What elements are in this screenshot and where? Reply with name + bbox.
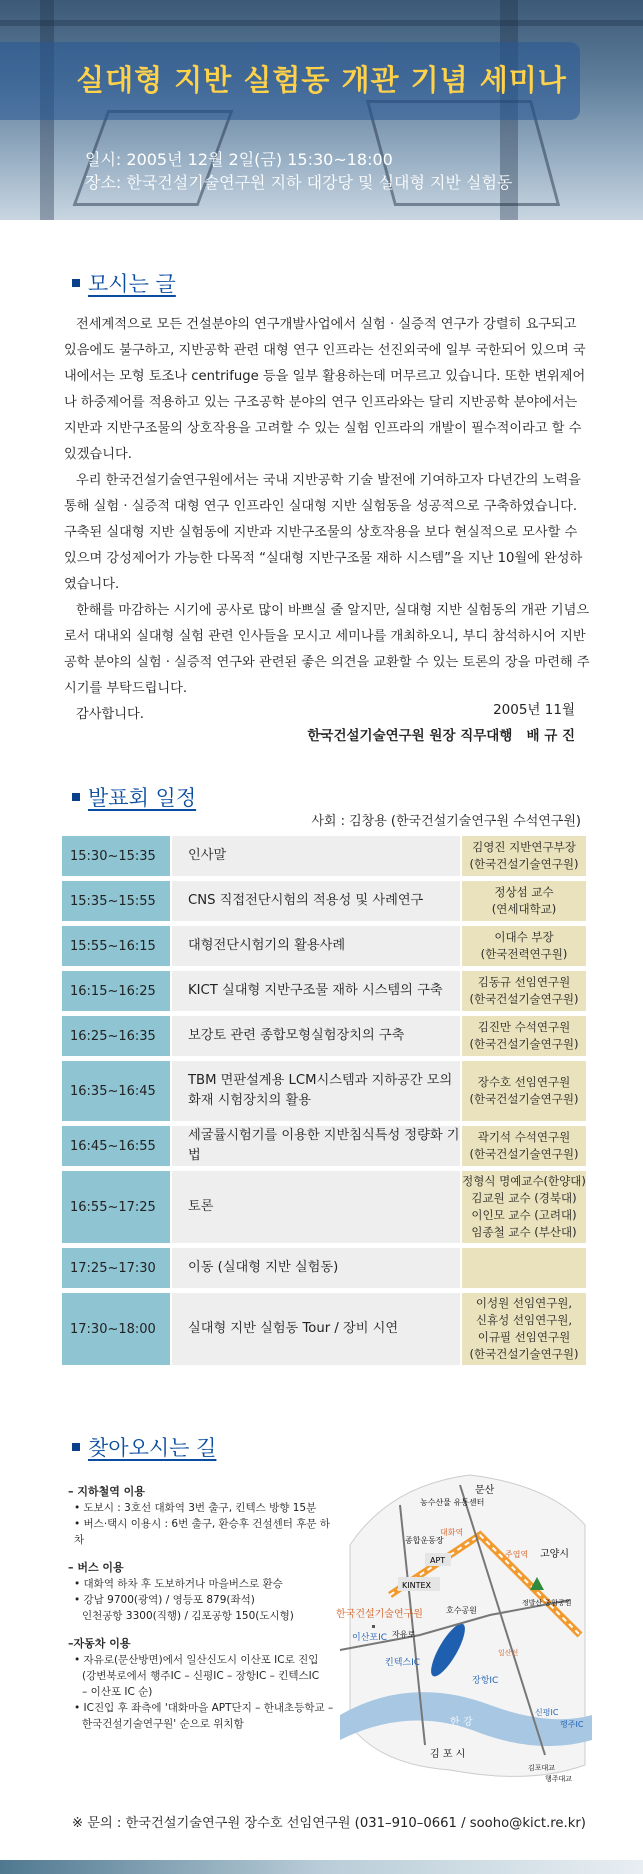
map-label-lake: 호수공원 xyxy=(446,1606,477,1615)
time-cell: 15:30~15:35 xyxy=(62,836,170,876)
emcee: 사회 : 김창용 (한국건설기술연구원 수석연구원) xyxy=(311,814,581,829)
list-item: 인천공항 3300(직행) / 김포공항 150(도시형) xyxy=(82,1610,294,1622)
paragraph: 전세계적으로 모든 건설분야의 연구개발사업에서 실험 · 실증적 연구가 강렬히 요구되고 있음에도 불구하고, 지반공학 관련 대형 연구 인프라는 선진외국에 일부 국한되어 있으며 국내에서는 모형 토조나 centrifuge 등을 일부 활용하는데 머무르고 있습니다. 또한 변위제어나 하중제어를 적용하고 있는 구조공학 분야의 연구 인프라와는 달리 지반공학 분야에서는 지반과 지반구조물의 상호작용을 고려할 수 있는 실험 인프라의 개발이 필수적이라고 할 수 있겠습니다. xyxy=(64,317,586,462)
paragraph: 한해를 마감하는 시기에 공사로 많이 바쁘실 줄 알지만, 실대형 지반 실험동의 개관 기념으로서 대내외 실대형 실험 관련 인사들을 모시고 세미나를 개최하오니, 부디 참석하시어 지반공학 분야의 실험 · 실증적 연구와 관련된 좋은 의견을 교환할 수 있는 토론의 장을 마련해 주시기를 부탁드립니다. xyxy=(64,603,590,696)
bus-title: – 버스 이용 xyxy=(68,1561,124,1574)
topic-cell: 인사말 xyxy=(172,836,460,876)
map-label-haengju-bridge: 행주대교 xyxy=(545,1775,573,1783)
page-title: 실대형 지반 실험동 개관 기념 세미나 xyxy=(76,63,567,97)
schedule-table xyxy=(62,836,586,1370)
list-item: • 도보시 : 3호선 대화역 3번 출구, 킨텍스 방향 15분 xyxy=(74,1502,317,1514)
table-row xyxy=(62,1126,586,1166)
topic-cell: TBM 면판설계용 LCM시스템과 지하공간 모의 화재 시험장치의 활용 xyxy=(172,1061,460,1121)
map-label-janghang: 장항IC xyxy=(472,1676,499,1686)
topic-cell: 보강토 관련 종합모형실험장치의 구축 xyxy=(172,1016,460,1056)
map-label-jeongbal: 정발산 종합공원 xyxy=(522,1599,572,1607)
speaker-cell: 곽기석 수석연구원 (한국건설기술연구원) xyxy=(462,1126,586,1166)
map-label-sports: 종합운동장 xyxy=(405,1536,444,1545)
list-item: • 대화역 하차 후 도보하거나 마을버스로 환승 xyxy=(74,1578,283,1590)
speaker-cell: 김동규 선임연구원 (한국건설기술연구원) xyxy=(462,971,586,1011)
map-label-daehwa: 대화역 xyxy=(440,1528,464,1537)
location-map xyxy=(330,1465,592,1785)
table-row xyxy=(62,1171,586,1243)
map-label-han: 한 강 xyxy=(450,1717,473,1728)
time-cell: 17:30~18:00 xyxy=(62,1293,170,1365)
map-label-munsan: 문산 xyxy=(475,1485,495,1496)
header-banner xyxy=(0,0,643,220)
directions-text xyxy=(68,1484,338,1732)
topic-cell: 토론 xyxy=(172,1171,460,1243)
map-label-kintex-ic: 킨텍스IC xyxy=(385,1658,421,1668)
topic-cell: KICT 실대형 지반구조물 재하 시스템의 구축 xyxy=(172,971,460,1011)
table-row xyxy=(62,1016,586,1056)
invitation-letter xyxy=(64,312,592,728)
map-label-gimpo: 김 포 시 xyxy=(430,1749,466,1760)
map-label-jayuro: 자유로 xyxy=(392,1630,416,1639)
bullet-square-icon xyxy=(72,1443,80,1451)
map-label-sinpyeong: 신평IC xyxy=(535,1708,559,1717)
speaker-cell: 이대수 부장 (한국전력연구원) xyxy=(462,926,586,966)
time-cell: 17:25~17:30 xyxy=(62,1248,170,1288)
event-place: 장소: 한국건설기술연구원 지하 대강당 및 실대형 지반 실험동 xyxy=(85,173,513,192)
time-cell: 15:35~15:55 xyxy=(62,881,170,921)
list-item: • 자유로(문산방면)에서 일산신도시 이산포 IC로 진입 xyxy=(74,1654,319,1666)
speaker-cell: 김진만 수석연구원 (한국건설기술연구원) xyxy=(462,1016,586,1056)
footer-bar xyxy=(0,1860,643,1874)
car-title: –자동차 이용 xyxy=(68,1637,131,1650)
speaker-cell: 정형식 명예교수(한양대) 김교원 교수 (경북대) 이인모 교수 (고려대) 임종철 교수 (부산대) xyxy=(462,1171,586,1243)
time-cell: 16:25~16:35 xyxy=(62,1016,170,1056)
topic-cell: 세굴률시험기를 이용한 지반침식특성 정량화 기법 xyxy=(172,1126,460,1166)
speaker-cell: 이성원 선임연구원, 신휴성 선임연구원, 이규필 선임연구원 (한국건설기술연구원) xyxy=(462,1293,586,1365)
list-item: • IC진입 후 좌측에 '대화마을 APT단지 – 한내초등학교 – xyxy=(74,1702,334,1714)
time-cell: 16:35~16:45 xyxy=(62,1061,170,1121)
time-cell: 16:45~16:55 xyxy=(62,1126,170,1166)
letter-date: 2005년 11월 xyxy=(493,702,575,718)
table-row xyxy=(62,836,586,876)
map-label-juyeop: 주엽역 xyxy=(505,1550,529,1559)
bullet-square-icon xyxy=(72,279,80,287)
table-row xyxy=(62,881,586,921)
invitation-heading: 모시는 글 xyxy=(72,268,176,298)
table-row xyxy=(62,1293,586,1365)
map-label-farm: 농수산물 유통센터 xyxy=(420,1498,485,1507)
topic-cell: 실대형 지반 실험동 Tour / 장비 시연 xyxy=(172,1293,460,1365)
speaker-cell: 장수호 선임연구원 (한국건설기술연구원) xyxy=(462,1061,586,1121)
list-item: 한국건설기술연구원' 순으로 위치함 xyxy=(82,1718,244,1730)
time-cell: 16:55~17:25 xyxy=(62,1171,170,1243)
table-row xyxy=(62,1061,586,1121)
table-row xyxy=(62,926,586,966)
list-item: – 이산포 IC 순) xyxy=(82,1686,153,1698)
subway-title: – 지하철역 이용 xyxy=(68,1485,145,1498)
paragraph: 감사합니다. xyxy=(76,707,144,722)
map-label-haengju: 행주IC xyxy=(560,1720,584,1729)
map-label-ipsan: 이산포IC xyxy=(352,1633,388,1643)
list-item: (강변북로에서 행주IC – 신평IC – 장항IC – 킨텍스IC xyxy=(82,1670,320,1682)
letter-signature: 한국건설기술연구원 원장 직무대행 배 규 진 xyxy=(307,728,575,744)
table-row xyxy=(62,1248,586,1288)
bullet-square-icon xyxy=(72,793,80,801)
table-row xyxy=(62,971,586,1011)
schedule-heading: 발표회 일정 xyxy=(72,782,196,812)
topic-cell: 이동 (실대형 지반 실험동) xyxy=(172,1248,460,1288)
map-label-kict: 한국건설기술연구원 xyxy=(336,1609,423,1620)
speaker-cell: 정상섬 교수 (연세대학교) xyxy=(462,881,586,921)
map-label-apt: APT xyxy=(430,1556,446,1565)
map-label-ilsan-line: 일산선 xyxy=(498,1649,519,1657)
event-info xyxy=(85,148,512,194)
topic-cell: 대형전단시험기의 활용사례 xyxy=(172,926,460,966)
map-label-gimpo-bridge: 김포대교 xyxy=(528,1764,556,1772)
speaker-cell xyxy=(462,1248,586,1288)
contact-info: ※ 문의 : 한국건설기술연구원 장수호 선임연구원 (031–910–0661 / sooho@kict.re.kr) xyxy=(72,1816,586,1831)
time-cell: 16:15~16:25 xyxy=(62,971,170,1011)
list-item: • 강남 9700(광역) / 영등포 879(좌석) xyxy=(74,1594,255,1606)
paragraph: 우리 한국건설기술연구원에서는 국내 지반공학 기술 발전에 기여하고자 다년간의 노력을 통해 실험 · 실증적 대형 연구 인프라인 실대형 지반 실험동을 성공적으로 구축하였습니다. 구축된 실대형 지반 실험동에 지반과 지반구조물의 상호작용을 보다 현실적으로 모사할 수 있으며 강성제어가 가능한 다목적 “실대형 지반구조물 재하 시스템”을 지난 10월에 완성하였습니다. xyxy=(64,473,583,592)
directions-heading: 찾아오시는 길 xyxy=(72,1432,216,1462)
topic-cell: CNS 직접전단시험의 적용성 및 사례연구 xyxy=(172,881,460,921)
map-label-kintex: KINTEX xyxy=(402,1581,432,1590)
time-cell: 15:55~16:15 xyxy=(62,926,170,966)
list-item: • 버스·택시 이용시 : 6번 출구, 환승후 건설센터 후문 하차 xyxy=(74,1518,330,1546)
event-date: 일시: 2005년 12월 2일(금) 15:30~18:00 xyxy=(85,150,393,169)
speaker-cell: 김영진 지반연구부장 (한국건설기술연구원) xyxy=(462,836,586,876)
map-label-goyang: 고양시 xyxy=(540,1549,569,1560)
